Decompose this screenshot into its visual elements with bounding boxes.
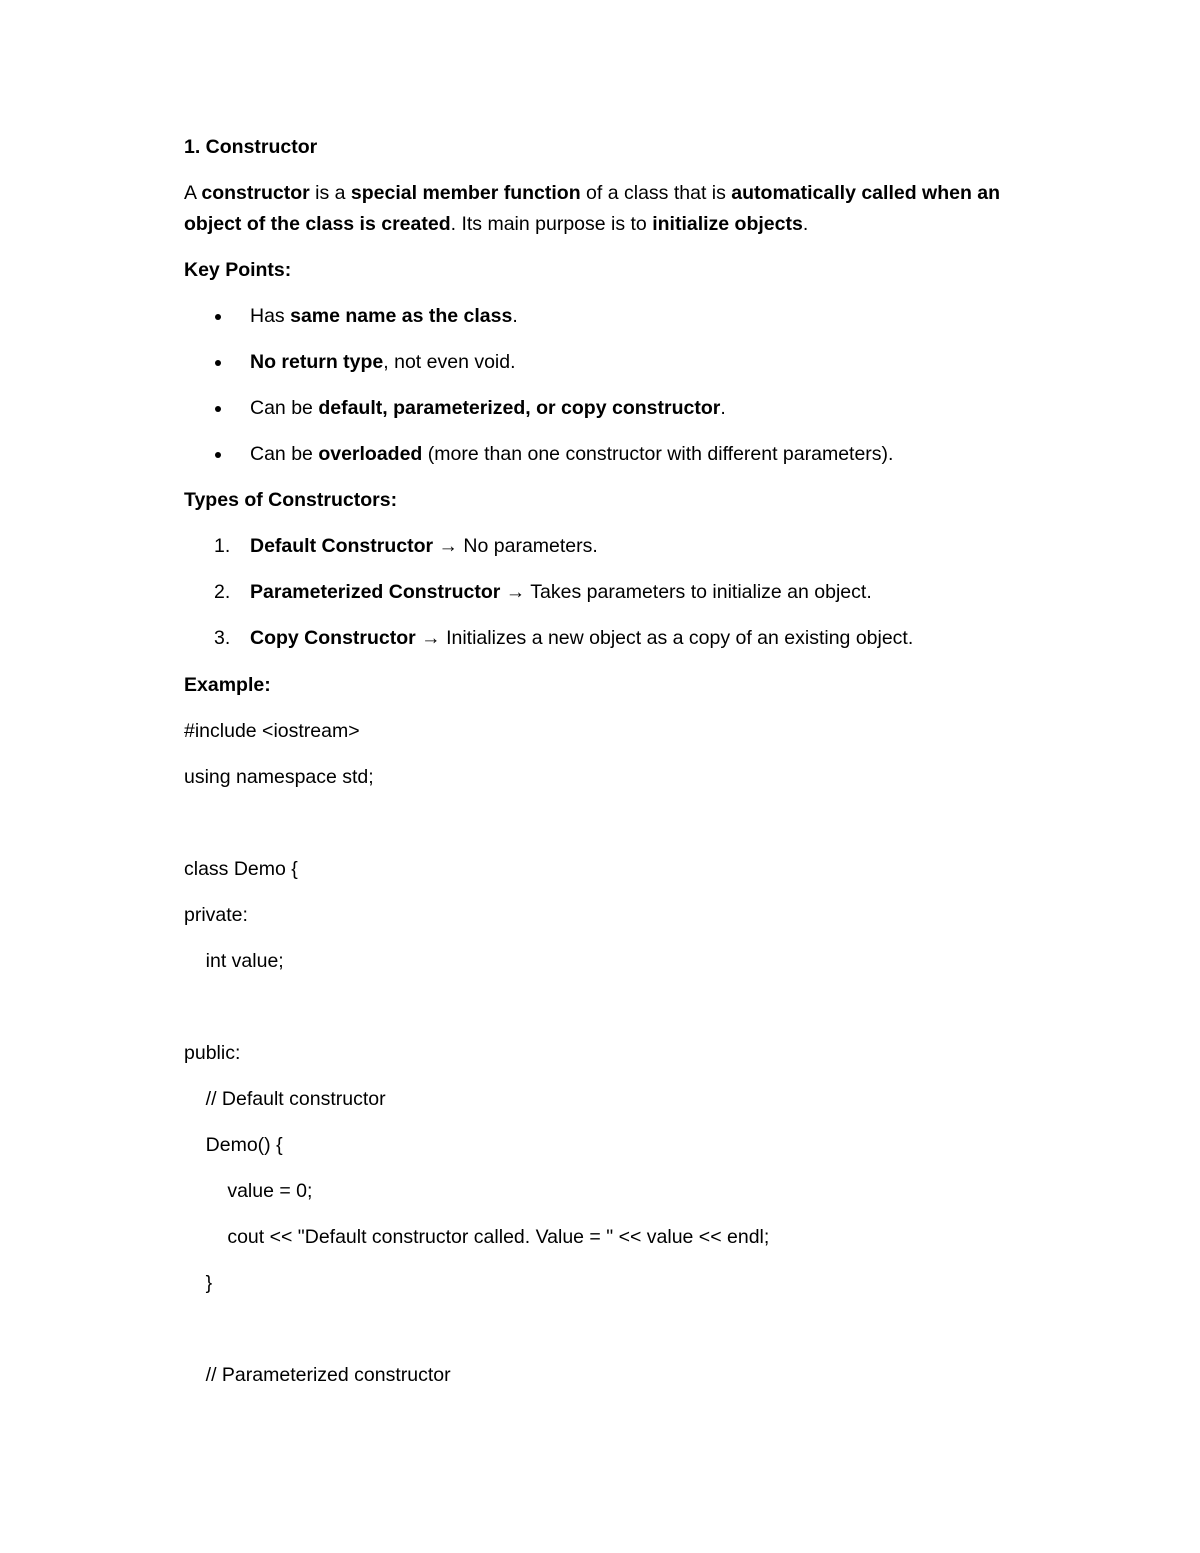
example-heading: Example: (184, 674, 271, 696)
list-number: 2. (214, 581, 231, 603)
list-number: 1. (214, 535, 231, 557)
types-heading: Types of Constructors: (184, 489, 398, 511)
intro-line-1 (184, 181, 1000, 205)
bold-text-run: constructor (201, 182, 310, 204)
text-run: of a class that is (580, 182, 732, 204)
bold-text-run: special member function (350, 182, 581, 204)
text-run: is a (309, 182, 351, 204)
code-line: int value; (184, 950, 284, 972)
text-run: A (184, 182, 202, 204)
text-run: Can be (250, 397, 319, 419)
constructor-type-name: Parameterized Constructor (250, 581, 501, 603)
text-run: , not even void. (383, 351, 516, 373)
text-run: Has (250, 305, 291, 327)
code-line: cout << "Default constructor called. Value = " << value << endl; (184, 1226, 770, 1248)
code-line: private: (184, 904, 248, 926)
text-run: . (720, 397, 726, 419)
code-line: // Parameterized constructor (184, 1364, 451, 1386)
bullet-icon (215, 360, 221, 366)
bold-text-run: object of the class is created (184, 213, 451, 235)
code-line: } (184, 1272, 213, 1294)
code-line: public: (184, 1042, 241, 1064)
list-number: 3. (214, 627, 231, 649)
bold-text-run: overloaded (318, 443, 423, 465)
key-point-item (250, 396, 726, 420)
code-line: Demo() { (184, 1134, 283, 1156)
text-run: . (802, 213, 809, 235)
bold-text-run: same name as the class (290, 305, 513, 327)
constructor-type-item (250, 534, 598, 558)
constructor-type-name: Copy Constructor (250, 627, 416, 649)
key-point-item (250, 304, 518, 328)
constructor-type-item (250, 580, 872, 604)
constructor-type-name: Default Constructor (250, 535, 434, 557)
constructor-type-item (250, 626, 913, 650)
section-heading: 1. Constructor (184, 136, 318, 158)
code-line: #include <iostream> (184, 720, 360, 742)
intro-line-2 (184, 212, 808, 236)
code-line: // Default constructor (184, 1088, 386, 1110)
code-line: using namespace std; (184, 766, 374, 788)
text-run: Can be (250, 443, 319, 465)
code-line: class Demo { (184, 858, 298, 880)
code-line: value = 0; (184, 1180, 313, 1202)
bold-text-run: automatically called when an (731, 182, 1001, 204)
bullet-icon (215, 314, 221, 320)
constructor-type-description: → Takes parameters to initialize an object. (500, 581, 872, 603)
key-points-heading: Key Points: (184, 259, 292, 281)
bold-text-run: default, parameterized, or copy constructor (318, 397, 721, 419)
constructor-type-description: → No parameters. (433, 535, 598, 557)
key-point-item (250, 442, 893, 466)
text-run: . (512, 305, 518, 327)
text-run: (more than one constructor with different parameters). (422, 443, 894, 465)
bold-text-run: No return type (250, 351, 384, 373)
key-point-item (250, 350, 516, 374)
bullet-icon (215, 406, 221, 412)
constructor-type-description: → Initializes a new object as a copy of an existing object. (415, 627, 914, 649)
text-run: . Its main purpose is to (450, 213, 653, 235)
bold-text-run: initialize objects (652, 213, 803, 235)
bullet-icon (215, 452, 221, 458)
